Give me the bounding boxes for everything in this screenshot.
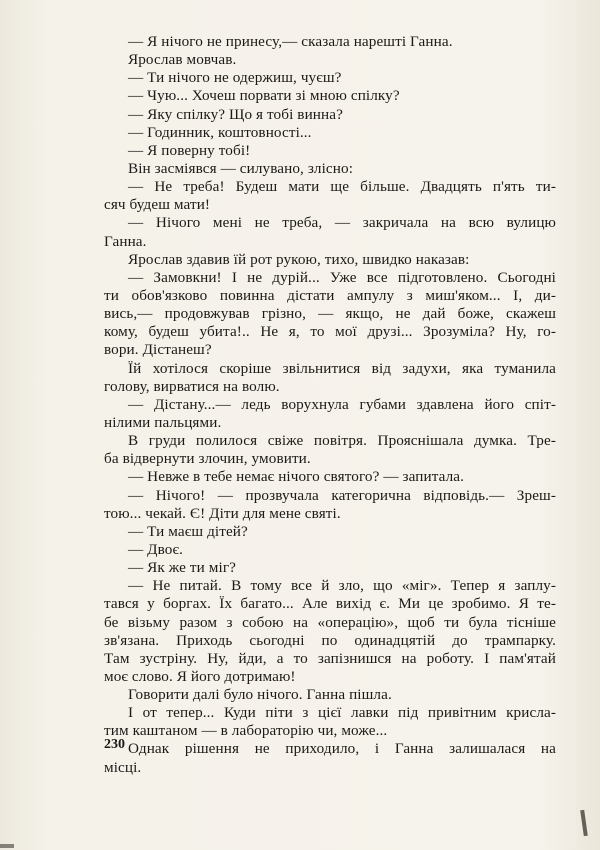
text-line: — Не питай. В тому все й зло, що «міг». Тепер я заплу- [128,577,556,595]
text-line: — Годинник, коштовності... [128,123,312,141]
page-number: 230 [104,737,125,752]
text-line: Ганна. [104,232,147,250]
text-line: ти обов'язково повинна дістати ампулу з миш'яком... І, ди- [104,286,556,304]
text-line: вись,— продовжував грізно, — якщо, не дай боже, скажеш [104,305,556,323]
text-line: Ярослав мовчав. [128,51,237,69]
text-line: кому, будеш убита!.. Не я, то мої друзі... Зрозуміла? Ну, го- [104,323,556,341]
text-line: — Замовкни! І не дурій... Уже все підготовлено. Сьогодні [128,268,556,286]
text-line: Ярослав здавив їй рот рукою, тихо, швидко наказав: [128,250,470,268]
text-line: вори. Дістанеш? [104,341,212,359]
text-line: — Я нічого не принесу,— сказала нарешті Ганна. [128,33,453,50]
text-line: — Не треба! Будеш мати ще більше. Двадцять п'ять ти- [128,178,556,196]
text-line: ба відвернути злочин, умовити. [104,450,311,468]
text-line: Їй хотілося скоріше звільнитися від задухи, яка туманила [128,359,556,377]
text-line: місці. [104,758,142,776]
text-line: — Двоє. [128,540,184,558]
text-line: тою... чекай. Є! Діти для мене святі. [104,504,341,522]
text-line: — Невже в тебе немає нічого святого? — запитала. [128,468,465,486]
text-line: сяч будеш мати! [104,196,211,214]
text-line: В груди полилося свіже повітря. Прояснішала думка. Тре- [128,432,556,450]
text-line: Однак рішення не приходило, і Ганна залишалася на [128,740,556,758]
corner-mark [0,844,14,848]
text-line: — Нічого! — прозвучала категорична відповідь.— Зреш- [128,486,556,504]
text-line: Там зустріну. Ну, йди, а то запізнишся на роботу. І пам'ятай [104,649,556,667]
text-line: голову, вирватися на волю. [104,377,280,395]
text-line: зв'язана. Приходь сьогодні по одинадцятій до трампарку. [104,631,556,649]
text-line: моє слово. Я його дотримаю! [104,667,296,685]
text-line: нілими пальцями. [104,413,222,431]
text-line: — Ти нічого не одержиш, чуєш? [128,69,342,87]
text-line: — Як же ти міг? [128,559,236,577]
text-line: тався у боргах. Їх багато... Але вихід є. Ми це зробимо. Я те- [104,595,556,613]
text-line: — Чую... Хочеш порвати зі мною спілку? [128,87,400,105]
text-line: Він засміявся — силувано, злісно: [128,159,354,177]
body-text [104,33,556,777]
text-line: Говорити далі було нічого. Ганна пішла. [128,686,392,704]
text-line: бе візьму разом з собою на «операцію», щоб ти була тісніше [104,613,556,631]
text-line: І от тепер... Куди піти з цієї лавки під привітним крисла- [128,704,556,722]
text-line: — Яку спілку? Що я тобі винна? [128,105,343,123]
edge-mark [580,810,588,836]
text-line: — Я поверну тобі! [128,141,251,159]
text-line: — Дістану...— ледь ворухнула губами здавлена його спіт- [128,395,556,413]
text-line: тим каштаном — в лабораторію чи, може... [104,722,388,740]
text-line: — Ти маєш дітей? [128,522,248,540]
text-line: — Нічого мені не треба, — закричала на всю вулицю [128,214,556,232]
